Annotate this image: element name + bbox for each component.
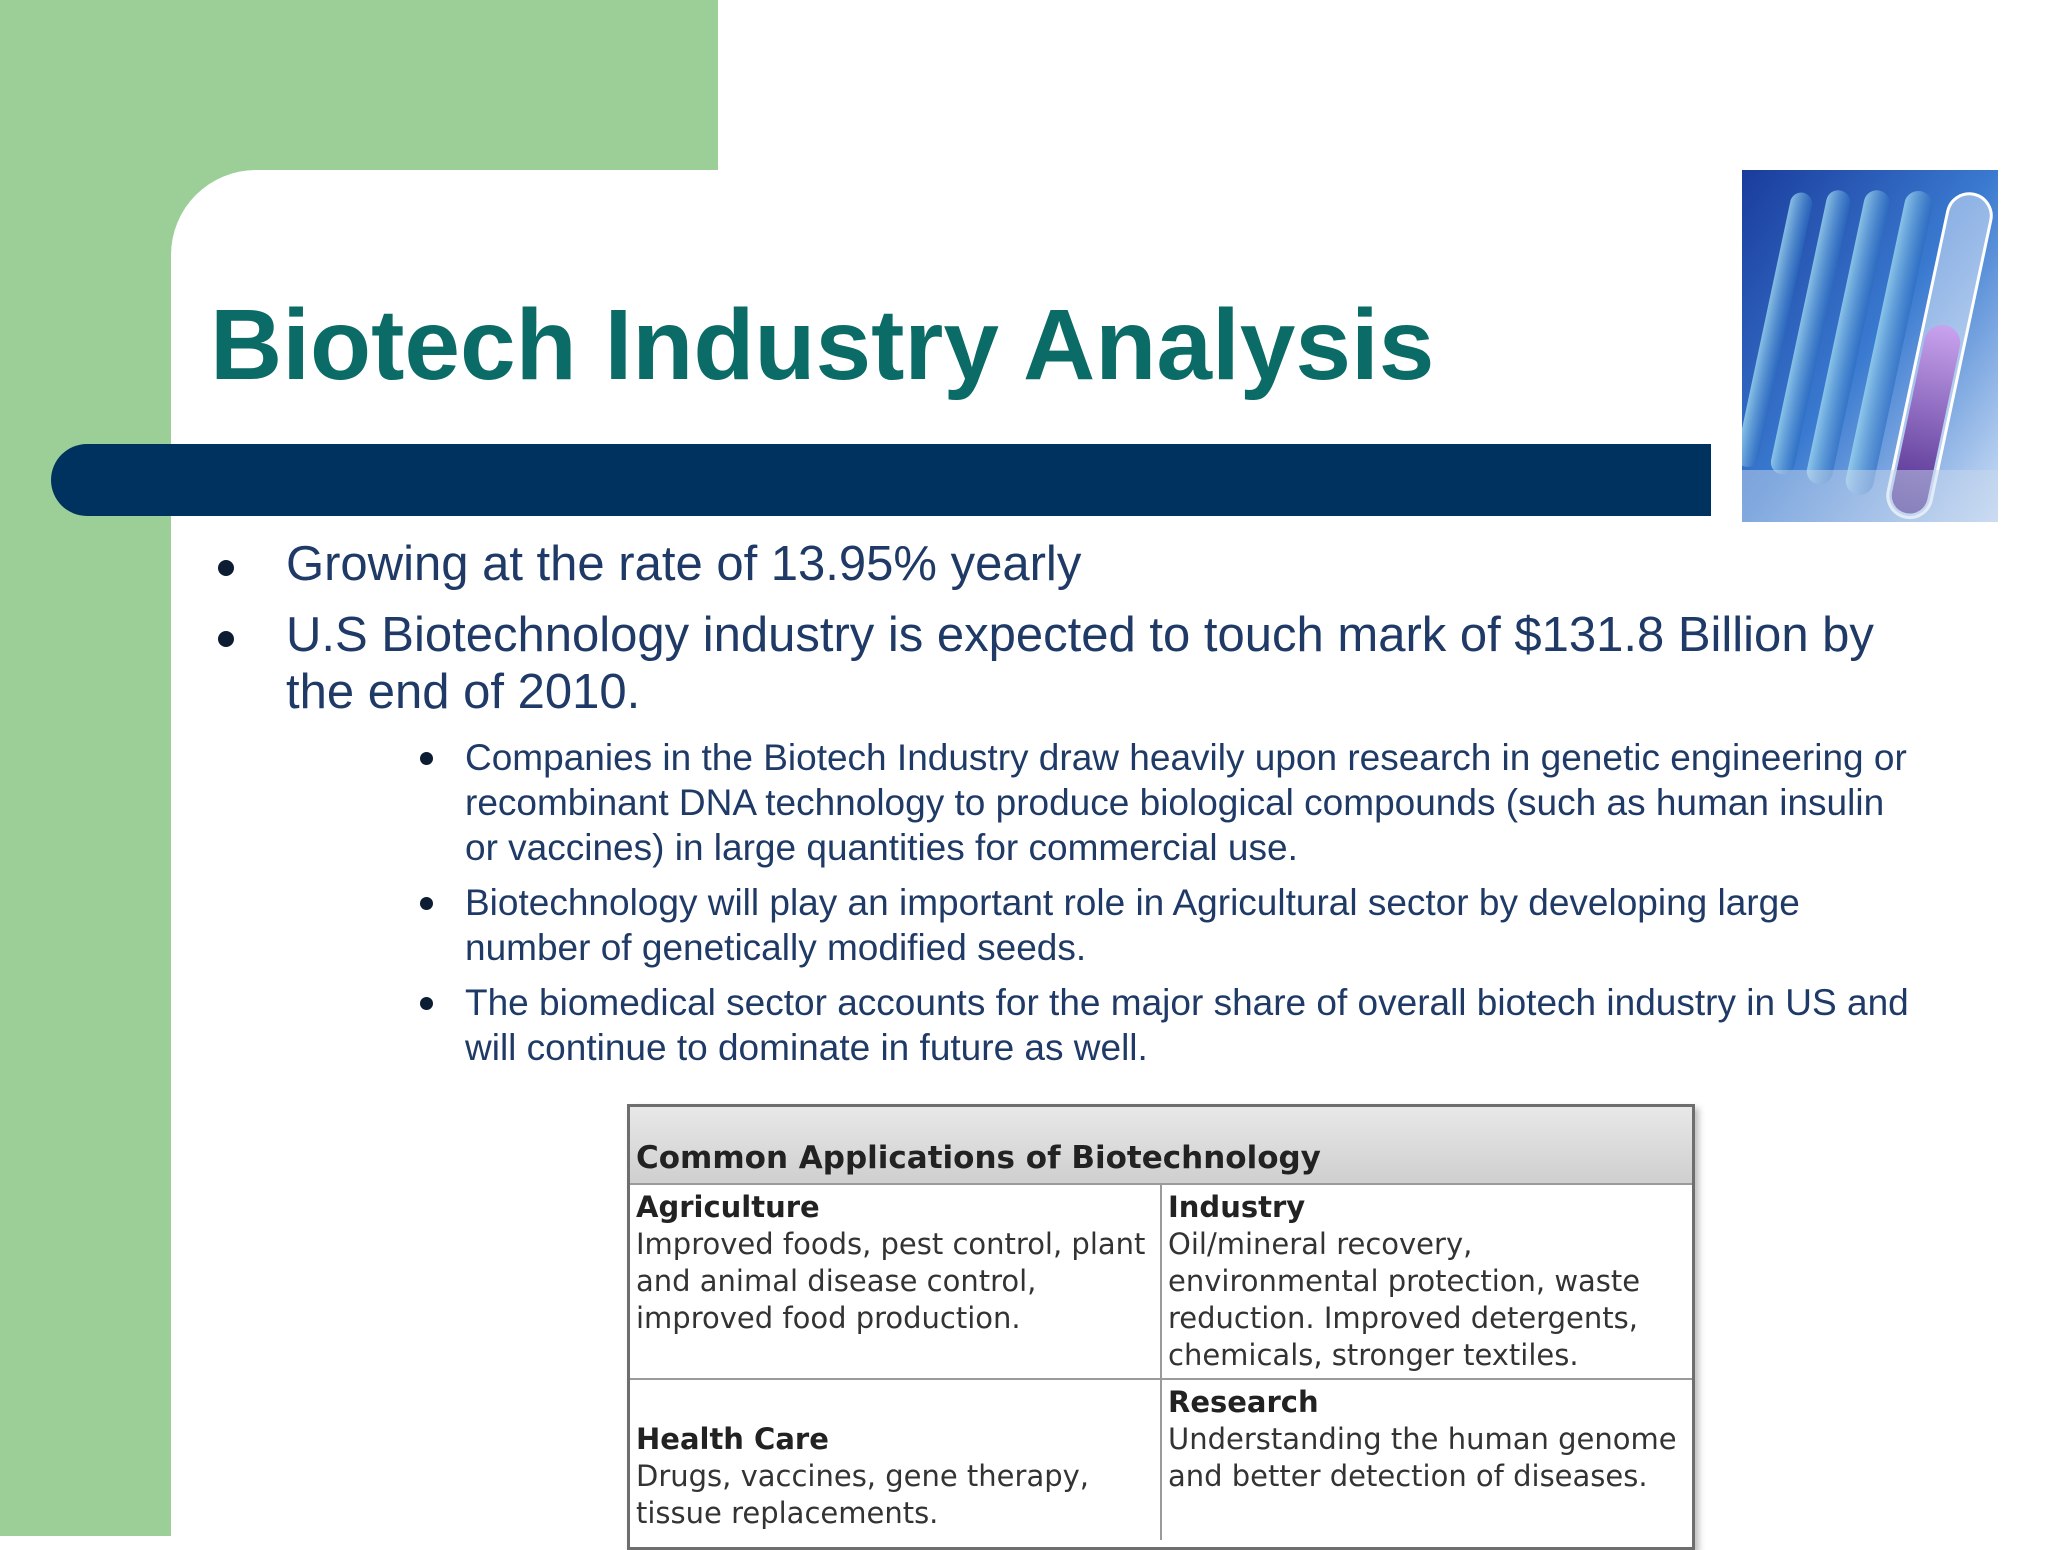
biotech-applications-table [627, 1104, 1695, 1550]
sub-bullet-list [420, 735, 1920, 1080]
cell-text: Drugs, vaccines, gene therapy, tissue replacements. [636, 1459, 1089, 1530]
main-bullet-list [210, 536, 1910, 735]
bullet-item [210, 607, 1910, 721]
sub-bullet-item [420, 980, 1920, 1070]
cell-heading: Health Care [636, 1422, 829, 1456]
slide-title: Biotech Industry Analysis [210, 289, 1435, 401]
table-grid [630, 1185, 1692, 1540]
sub-bullet-item [420, 735, 1920, 870]
sub-bullet-text: The biomedical sector accounts for the major share of overall biotech industry in US and will continue to dominate in future as well. [465, 982, 1909, 1068]
cell-heading: Agriculture [636, 1190, 820, 1224]
sub-bullet-text: Companies in the Biotech Industry draw heavily upon research in genetic engineering or recombinant DNA technology to produce biological compounds (such as human insulin or vaccines) in large quantities for commercial use. [465, 737, 1907, 868]
cell-heading: Industry [1168, 1190, 1306, 1224]
table-title: Common Applications of Biotechnology [630, 1107, 1692, 1185]
sub-bullet-text: Biotechnology will play an important role in Agricultural sector by developing large number of genetically modified seeds. [465, 882, 1800, 968]
cell-text: Improved foods, pest control, plant and animal disease control, improved food production. [636, 1227, 1146, 1335]
bullet-dot-icon [218, 560, 234, 576]
bullet-item [210, 536, 1910, 593]
table-cell-health-care [630, 1380, 1162, 1540]
cell-text: Oil/mineral recovery, environmental protection, waste reduction. Improved detergents, chemicals, stronger textiles. [1168, 1227, 1641, 1372]
bullet-text: U.S Biotechnology industry is expected to touch mark of $131.8 Billion by the end of 2010. [286, 608, 1874, 719]
bullet-dot-icon [218, 631, 234, 647]
sub-bullet-item [420, 880, 1920, 970]
table-cell-research [1162, 1380, 1692, 1540]
table-cell-industry [1162, 1185, 1692, 1380]
cell-text: Understanding the human genome and better detection of diseases. [1168, 1422, 1677, 1493]
cell-heading: Research [1168, 1385, 1319, 1419]
table-cell-agriculture [630, 1185, 1162, 1380]
bullet-dot-icon [420, 752, 433, 765]
bullet-dot-icon [420, 897, 433, 910]
title-underline-bar [51, 444, 1711, 516]
test-tubes-photo [1742, 170, 1998, 522]
bullet-dot-icon [420, 997, 433, 1010]
bullet-text: Growing at the rate of 13.95% yearly [286, 537, 1082, 591]
